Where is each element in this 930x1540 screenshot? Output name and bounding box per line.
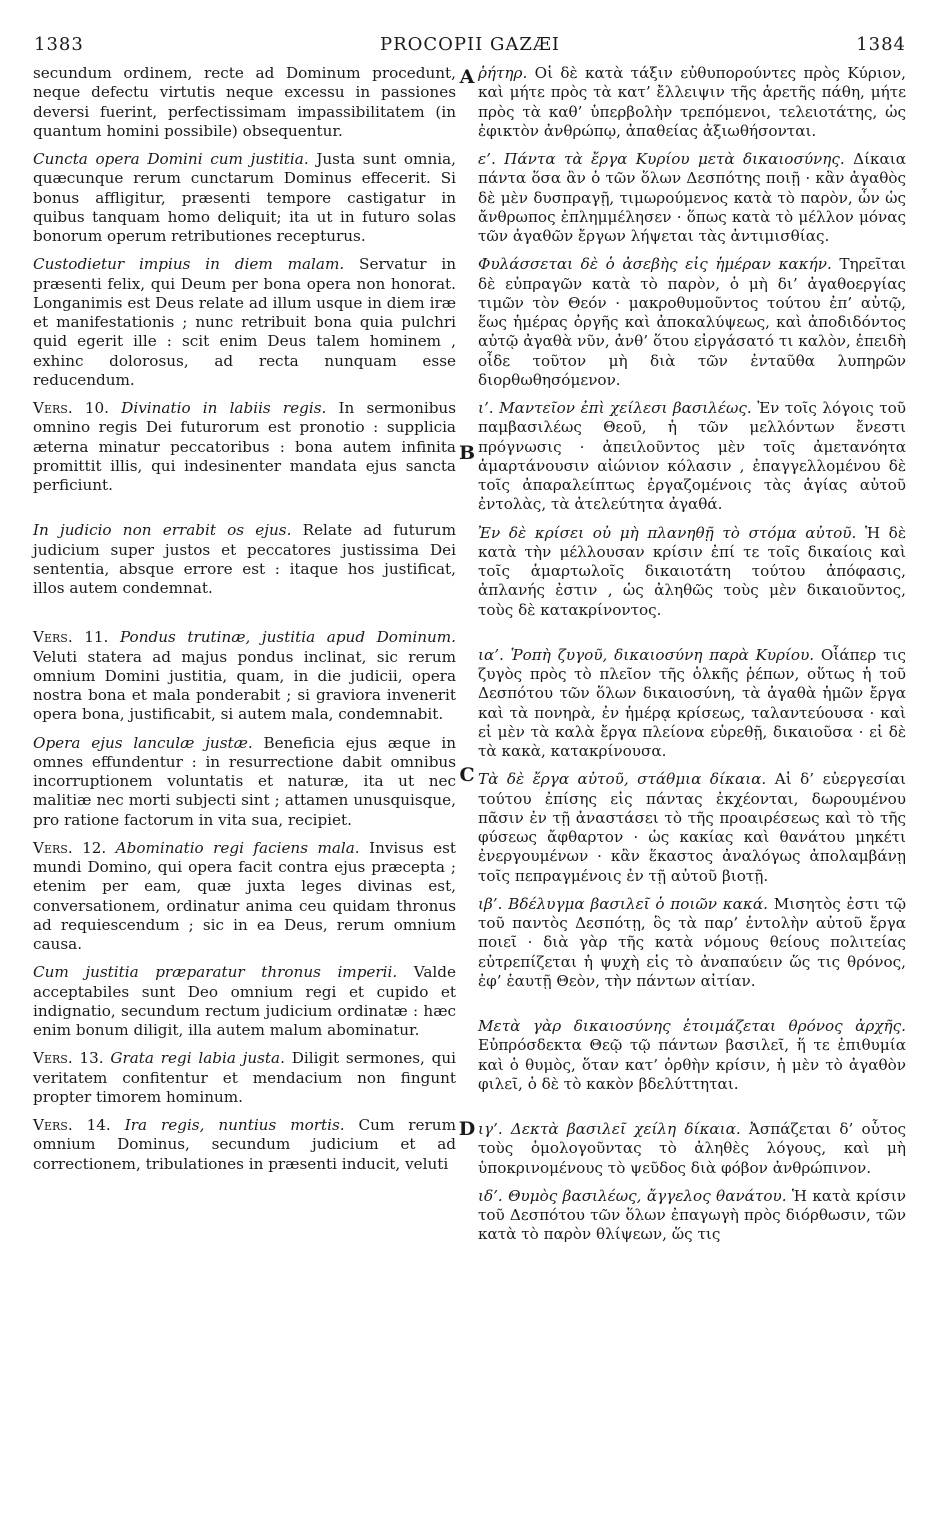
lemma: ιβ’. Βδέλυγμα βασιλεῖ ὁ ποιῶν κακά. [478,894,768,913]
lemma: Pondus trutinæ, justitia apud Dominum. [119,628,456,647]
lemma: Abominatio regi faciens mala. [115,838,360,857]
running-title: PROCOPII GAZÆI [379,34,561,55]
latin-paragraph [33,1049,456,1107]
paragraph-text: Diligit sermones, qui veritatem confitentur et mendacium non fingunt propter timorem hominum. [33,1049,457,1106]
greek-paragraph [478,64,906,141]
verse-number: Vers. 11. [33,628,109,647]
paragraph-text: Οἱ δὲ κατὰ τάξιν εὐθυπορούντες πρὸς Κύριον, καὶ μήτε πρὸς τὰ κατ’ ἔλλειψιν τῆς ἀρετῆς πάθη, μήτε πρὸς τὰ καθ’ ὑπερβολὴν τρεπόμενοι, τελειοτάτης, ὡς ἐφικτὸν ἀνθρώπῳ, ἀπαθείας ἀξιωθήσονται. [478,64,906,140]
paragraph-text: Αἱ δ’ εὐεργεσίαι τούτου ἐπίσης εἰς πάντας ἐκχέονται, δωρουμένου πᾶσιν ἐν τῇ ἀναστάσει τὸ τῆς προαιρέσεως καὶ τὸ τῆς φύσεως ἄφθαρτον · ὡς κακίας καὶ θανάτου μηκέτι ἐνεργουμένων · κἂν ἕκαστος ἀναλόγως ἀπολαμβάνῃ τοῖς πεπραγμένοις ἐν τῇ αὐτοῦ βιοτῇ. [478,770,906,885]
lemma: ῥήτηρ. [478,64,528,82]
paragraph-text: Veluti statera ad majus pondus inclinat, sic rerum omnium Domini justitia, quam, in die judicii, opera nostra bona et mala ponderabit ; si graviora invenerit opera bona, justificabit, si autem mala, condemnabit. [33,647,456,724]
greek-paragraph [478,1120,906,1178]
latin-paragraph [33,64,456,141]
lemma: Ἐν δὲ κρίσει οὐ μὴ πλανηθῇ τὸ στόμα αὐτοῦ. [478,523,857,542]
lemma: Φυλάσσεται δὲ ὁ ἀσεβὴς εἰς ἡμέραν κακήν. [478,255,832,274]
verse-number: Vers. 12. [33,838,107,857]
lemma: Divinatio in labiis regis. [121,399,327,417]
paragraph-text: secundum ordinem, recte ad Dominum procedunt, neque defectu virtutis neque excessu in passiones deversi fuerint, perfectissimam impassibilitatem (in quantum homini possibile) obsequentur. [33,64,456,140]
lemma: Opera ejus lanculæ justæ. [33,733,253,752]
paragraph-text: Relate ad futurum judicium super justos et peccatores justissima Dei sententia, absque errore est : itaque hos justificat, illos autem condemnat. [33,521,456,597]
lemma: Τὰ δὲ ἔργα αὐτοῦ, στάθμια δίκαια. [478,770,767,789]
margin-marker-c: C [459,764,475,786]
latin-paragraph [33,150,456,246]
latin-column [33,64,456,1183]
paragraph-text: Εὐπρόσδεκτα Θεῷ τῷ πάντων βασιλεῖ, ἥ τε ἐπιθυμία καὶ ὁ θυμὸς, ὅταν κατ’ ὀρθὴν κρίσιν, ἡ μὲν τὸ ἀγαθὸν φιλεῖ, ὁ δὲ τὸ κακὸν βδελύττηται. [478,1036,906,1093]
page-number-right: 1384 [856,34,906,55]
paragraph-text: In sermonibus omnino regis Dei futurorum est pronotio : supplicia æterna minatur peccatoribus : bona autem infinita promittit illis, qui indesinenter mandata ejus sancta perficiunt. [33,399,456,494]
margin-marker-a: A [459,66,475,88]
greek-paragraph [478,1187,906,1245]
greek-paragraph [478,646,906,762]
lemma: Cuncta opera Domini cum justitia. [33,150,309,168]
verse-number: Vers. 14. [33,1116,111,1134]
paragraph-text: Ἐν τοῖς λόγοις τοῦ παμβασιλέως Θεοῦ, ἡ τῶν μελλόντων ἔνεστι πρόγνωσις · ἀπειλοῦντος μὲν τοῖς ἀμετανόητα ἁμαρτάνουσιν αἰώνιον κόλασιν , ἐπαγγελλομένου δὲ τοῖς ἀπαραλείπτως ἐργαζομένοις τὰς ἁγίας αὐτοῦ ἐντολὰς, τὰ ἀτελεύτητα ἀγαθά. [478,399,907,514]
latin-paragraph [33,399,456,495]
lemma: ε’. Πάντα τὰ ἔργα Κυρίου μετὰ δικαιοσύνης. [478,150,845,168]
paragraph-text: Τηρεῖται δὲ εὐπραγῶν κατὰ τὸ παρὸν, ὁ μὴ δι’ ἀγαθοεργίας τιμῶν τὸν Θεόν · μακροθυμοῦντος τούτου ἐπ’ αὐτῷ, ἕως ἡμέρας ὀργῆς καὶ ἀποκαλύψεως, καὶ ἀποδιδόντος αὐτῷ ἀγαθὰ νῦν, ἀνθ’ ὅτου εἰργάσατό τι καλὸν, ἐπειδὴ οἶδε τοῦτον μὴ διὰ τῶν ἐνταῦθα λυπηρῶν διορθωθησόμενον. [478,255,906,389]
paragraph-text: Valde acceptabiles sunt Deo omnium regi et cupido et indignatio, secundum rectum judicium ordinatæ : hæc enim bonum diligit, illa autem malum abominatur. [33,963,456,1039]
greek-paragraph [478,255,906,390]
margin-marker-d: D [458,1118,476,1140]
latin-paragraph [33,255,456,390]
latin-paragraph [33,734,456,830]
paragraph-text: Οἷάπερ τις ζυγὸς πρὸς τὸ πλεῖον τῆς ὁλκῆς ῥέπων, οὕτως ἡ τοῦ Δεσπότου τῶν ὅλων δικαιοσύνη, τὰ ἀγαθὰ ἡμῶν ἔργα καὶ τὰ πονηρὰ, ἐν ἡμέρᾳ κρίσεως, ταλαντεύουσα · καὶ εἰ μὲν τὰ καλὰ ἔργα πλείονα εὑρεθῇ, δικαιοῦσα · εἰ δὲ τὰ κακὰ, κατακρίνουσα. [478,645,906,760]
greek-paragraph [478,399,906,515]
paragraph-text: Invisus est mundi Domino, qui opera facit contra ejus præcepta ; etenim per eam, quæ juxta leges divinas est, conversationem, ordinatur anima ceu quidam thronus ad requiescendum ; sic in ea Deus, rerum omnium causa. [33,838,456,953]
paragraph-text: Δίκαια πάντα ὅσα ἂν ὁ τῶν ὅλων Δεσπότης ποιῇ · κἂν ἀγαθὸς δὲ μὲν δυσπραγῇ, τιμωρούμενος κατὰ τὸ παρὸν, ὧν ὡς ἄνθρωπος ἐπλημμέλησεν · ὅπως κατὰ τὸ μέλλον μόνας τῶν ἀγαθῶν ἔργων λήψεται τὰς ἀντιμισθίας. [478,150,906,245]
paragraph-text: Μισητὸς ἐστι τῷ τοῦ παντὸς Δεσπότῃ, ὃς τὰ παρ’ ἐντολὴν αὐτοῦ ἔργα ποιεῖ · διὰ γὰρ τῆς κατὰ νόμους θείους πολιτείας εὐτρεπίζεται ἡ ψυχὴ εἰς τὸ ἀναπαύειν ὥς τις θρόνος, ἐφ’ ἑαυτῇ Θεὸν, τὴν πάντων αἰτίαν. [478,894,906,990]
lemma: Cum justitia præparatur thronus imperii. [33,963,398,982]
lemma: Μετὰ γὰρ δικαιοσύνης ἑτοιμάζεται θρόνος ἀρχῆς. [478,1017,906,1035]
page-number-left: 1383 [34,34,84,55]
latin-paragraph [33,839,456,955]
paragraph-text: Ἀσπάζεται δ’ οὗτος τοὺς ὁμολογοῦντας τὸ ἀληθὲς λόγους, καὶ μὴ ὑποκρινομένους τὸ ψεῦδος διὰ φόβον ἀνθρώπινον. [478,1120,906,1177]
lemma: ι’. Μαντεῖον ἐπὶ χείλεσι βασιλέως. [478,399,752,417]
paragraph-text: Ἡ κατὰ κρίσιν τοῦ Δεσπότου τῶν ὅλων ἐπαγωγὴ πρὸς διόρθωσιν, τῶν κατὰ τὸ παρὸν θλίψεων, ὥς τις [478,1186,907,1244]
latin-paragraph [33,1116,456,1174]
greek-column [478,64,906,1254]
paragraph-text: Cum rerum omnium Dominus, secundum judicium et ad correctionem, tribulationes in præsenti inducit, veluti [33,1116,456,1173]
paragraph-text: Justa sunt omnia, quæcunque rerum cunctarum Dominus effecerit. Si bonus affligitur, præsenti tempore castigatur in quibus tanquam homo deliquit; ita ut in futuro solas bonorum operum retributiones recepturus. [33,150,456,245]
greek-paragraph [478,524,906,620]
verse-number: Vers. 13. [33,1049,104,1068]
lemma: ια’. Ῥοπὴ ζυγοῦ, δικαιοσύνη παρὰ Κυρίου. [478,645,815,664]
paragraph-text: Servatur in præsenti felix, qui Deum per bona opera non honorat. Longanimis est Deus relate ad illum usque in diem iræ et manifestationis ; nunc retribuit bona quia pulchri quid egerit ille : scit enim Deus talem hominem , exhinc dolorosus, ad recta nunquam esse reducendum. [33,255,456,389]
lemma: Ira regis, nuntius mortis. [124,1116,345,1134]
latin-paragraph [33,628,456,724]
page-header [34,34,906,60]
lemma: Grata regi labia justa. [110,1049,285,1068]
paragraph-text: Ἡ δὲ κατὰ τὴν μέλλουσαν κρίσιν ἐπί τε τοῖς δικαίοις καὶ τοῖς ἁμαρτωλοῖς δικαιοτάτη τούτου ἀπόφασις, ἀπλανής ἐστιν , ὡς ἀληθῶς τοὺς μὲν δικαιοῦντος, τοὺς δὲ κατακρίνοντος. [478,523,906,619]
greek-paragraph [478,150,906,246]
greek-paragraph [478,1017,906,1094]
greek-paragraph [478,770,906,886]
margin-marker-b: B [458,442,476,464]
lemma: Custodietur impius in diem malam. [33,255,345,274]
lemma: In judicio non errabit os ejus. [33,521,292,540]
latin-paragraph [33,963,456,1040]
verse-number: Vers. 10. [33,399,109,417]
greek-paragraph [478,895,906,991]
latin-paragraph [33,521,456,598]
paragraph-text: Beneficia ejus æque in omnes effundentur : in resurrectione dabit omnibus incorruptionem voluntatis et naturæ, ita ut nec malitiæ nec morti subjecti sint ; attamen unusquisque, pro ratione factorum in vita sua, recipiet. [33,733,456,829]
lemma: ιδ’. Θυμὸς βασιλέως, ἄγγελος θανάτου. [478,1186,787,1205]
lemma: ιγ’. Δεκτὰ βασιλεῖ χείλη δίκαια. [478,1120,741,1138]
